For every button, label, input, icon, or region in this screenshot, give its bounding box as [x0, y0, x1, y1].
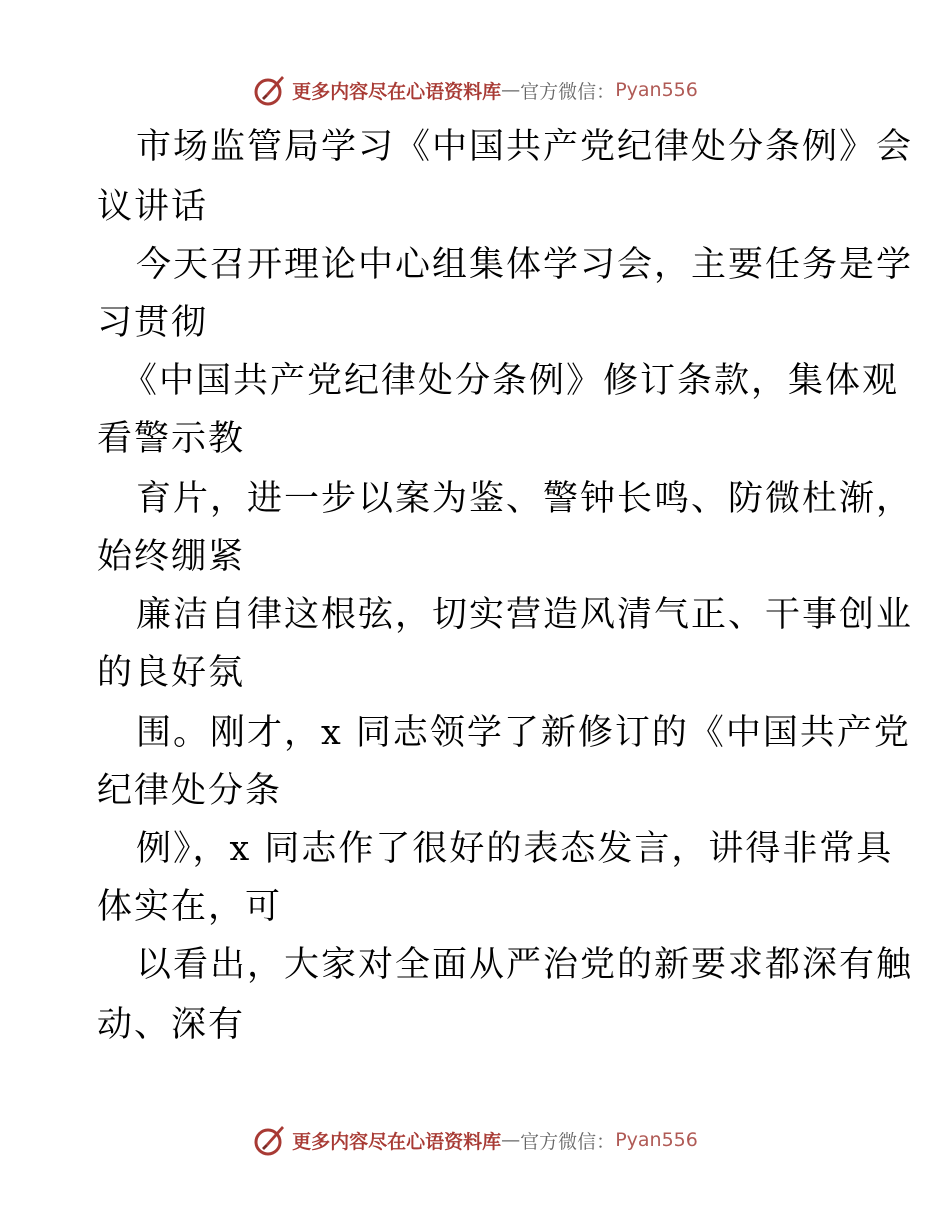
footer-watermark: [0, 1120, 950, 1160]
paragraph-line: 动、深有: [97, 1005, 246, 1045]
watermark-contact-id: Pyan556: [615, 79, 698, 101]
watermark-contact-id: Pyan556: [615, 1129, 698, 1151]
header-watermark: [0, 70, 950, 110]
paragraph-line: 始终绷紧: [97, 537, 246, 577]
paragraph-line: 育片，进一步以案为鉴、警钟长鸣、防微杜渐，: [136, 479, 914, 519]
watermark-brand: 更多内容尽在心语资料库: [292, 1130, 502, 1153]
document-title-line-2: 议讲话: [97, 187, 209, 227]
paragraph-line: 看警示教: [97, 419, 246, 459]
paragraph-line: 围。刚才，x 同志领学了新修订的《中国共产党: [136, 713, 911, 753]
watermark-separator: —: [501, 1129, 521, 1151]
watermark-brand: 更多内容尽在心语资料库: [292, 80, 502, 103]
document-title-line-1: 市场监管局学习《中国共产党纪律处分条例》会: [136, 127, 914, 167]
watermark-separator: —: [501, 79, 521, 101]
paragraph-line: 廉洁自律这根弦，切实营造风清气正、干事创业: [136, 595, 914, 635]
paragraph-line: 例》，x 同志作了很好的表态发言，讲得非常具: [136, 829, 894, 869]
watermark-contact-label: 官方微信：: [520, 80, 616, 103]
paragraph-line: 以看出，大家对全面从严治党的新要求都深有触: [136, 945, 914, 985]
paragraph-line: 习贯彻: [97, 303, 209, 343]
watermark-contact-label: 官方微信：: [520, 1130, 616, 1153]
paragraph-line: 体实在，可: [97, 887, 283, 927]
quill-pen-icon: [252, 1122, 288, 1158]
paragraph-line: 的良好氛: [97, 653, 246, 693]
quill-pen-icon: [252, 72, 288, 108]
paragraph-line: 纪律处分条: [97, 771, 283, 811]
paragraph-line: 《中国共产党纪律处分条例》修订条款，集体观: [122, 361, 900, 401]
paragraph-line: 今天召开理论中心组集体学习会，主要任务是学: [136, 245, 914, 285]
